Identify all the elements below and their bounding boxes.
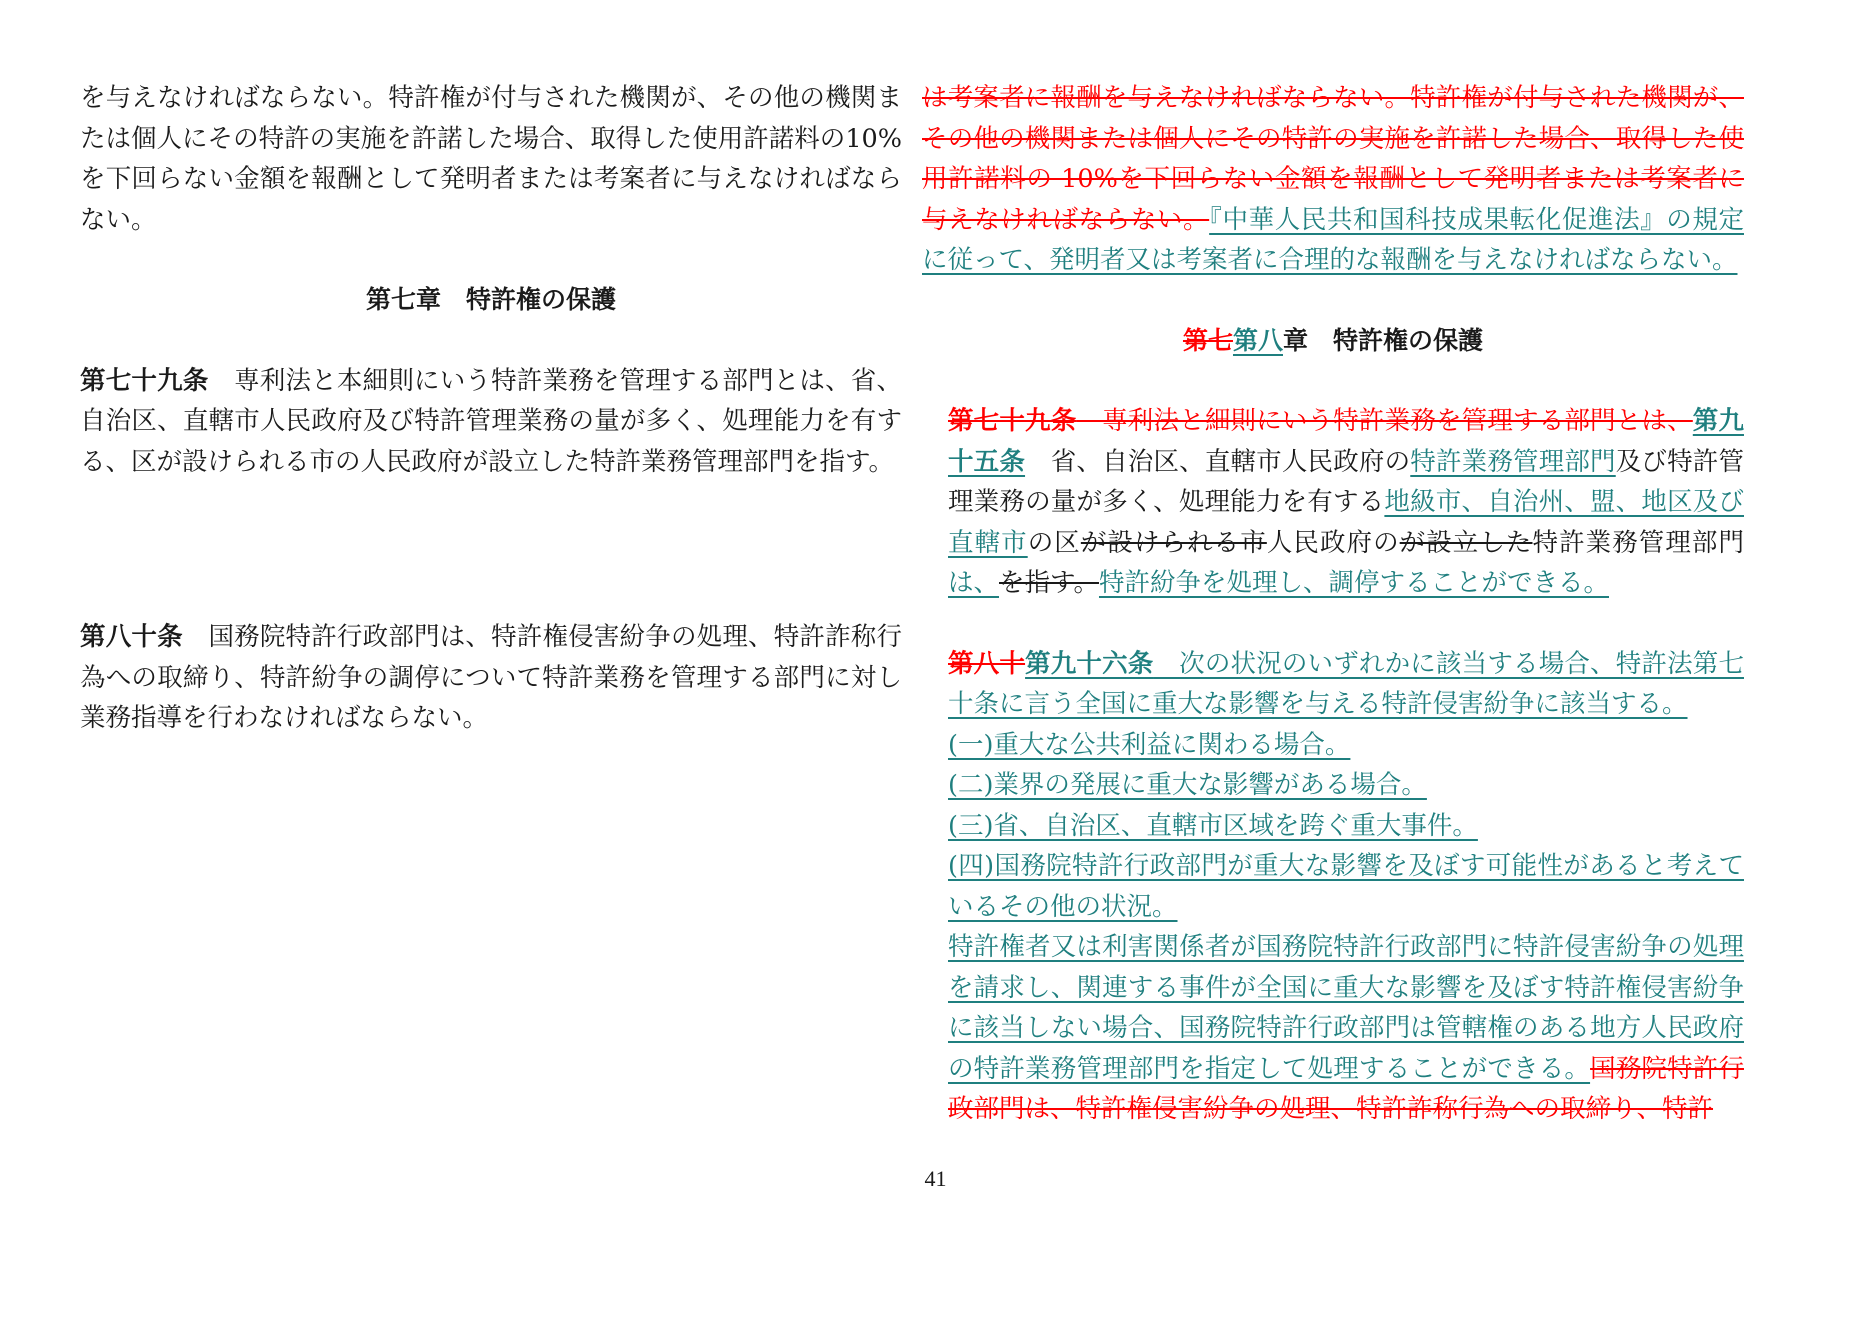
left-chapter-heading: 第七章 特許権の保護 [365, 285, 616, 314]
deleted-label: 第七十九条 [948, 406, 1077, 436]
inserted-text: 第八 [1232, 325, 1283, 355]
deleted-text: 専利法と細則にいう特許業務を管理する部門とは、 [1076, 406, 1693, 436]
page-number: 41 [924, 1166, 947, 1191]
deleted-text: が設けられる市 [1080, 527, 1267, 558]
right-paragraph-remuneration [922, 78, 1744, 281]
right-column-revised [922, 78, 1744, 1130]
inserted-text: 特許業務管理部門 [1410, 446, 1616, 477]
inserted-text: 次の状況のいずれかに該当する場合、特許法第七十条に言う全国に重大な影響を与える特許侵害紛争に該当する。 [948, 648, 1744, 719]
inserted-text: (二)業界の発展に重大な影響がある場合。 [948, 770, 1427, 800]
inserted-text: (四)国務院特許行政部門が重大な影響を及ぼす可能性があると考えているその他の状況。 [948, 851, 1744, 922]
heading-text: 章 特許権の保護 [1283, 325, 1484, 355]
article-label: 第七十九条 [80, 365, 209, 396]
left-column-original [80, 78, 902, 739]
deleted-text: を指す。 [999, 568, 1099, 598]
deleted-label: 第八十 [948, 648, 1026, 679]
article-text: 国務院特許行政部門は、特許権侵害紛争の処理、特許詐称行為への取締り、特許紛争の調停について特許業務を管理する部門に対し業務指導を行わなければならない。 [80, 622, 902, 733]
inserted-text: (一)重大な公共利益に関わる場合。 [948, 729, 1351, 760]
left-article-79 [80, 361, 902, 483]
inserted-text: 特許紛争を処理し、調停することができる。 [1098, 568, 1609, 598]
deleted-text: が設立した [1399, 527, 1533, 558]
text: 人民政府の [1266, 527, 1400, 558]
text: 省、自治区、直轄市人民政府の [1025, 446, 1411, 477]
inserted-text: 『中華人民共和国科技成果転化促進法』の規定に従って、発明者又は考案者に合理的な報酬を与えなければならない。 [922, 204, 1744, 275]
text: 及び特許管理業務の量が多く、処理能力を有する [948, 446, 1744, 517]
right-article-96 [922, 644, 1744, 725]
article-text: 専利法と本細則にいう特許業務を管理する部門とは、省、自治区、直轄市人民政府及び特許管理業務の量が多く、処理能力を有する、区が設けられる市の人民政府が設立した特許業務管理部門を指す。 [80, 365, 902, 477]
deleted-text: 第七 [1182, 325, 1233, 355]
right-article-95 [922, 401, 1744, 604]
inserted-text: (三)省、自治区、直轄市区域を跨ぐ重大事件。 [948, 810, 1478, 841]
inserted-text: は、 [948, 568, 1000, 598]
list-item [922, 846, 1744, 927]
left-article-80 [80, 617, 902, 739]
right-article-96-paragraph-2 [922, 927, 1744, 1130]
inserted-label: 第九十六条 [1025, 648, 1154, 679]
list-item [922, 765, 1744, 806]
text: 特許業務管理部門 [1532, 527, 1744, 558]
inserted-text: 特許権者又は利害関係者が国務院特許行政部門に特許侵害紛争の処理を請求し、関連する事件が全国に重大な影響を及ぼす特許権侵害紛争に該当しない場合、国務院特許行政部門は管轄権のある地方人民政府の特許業務管理部門を指定して処理することができる。 [948, 932, 1744, 1084]
inserted-text: 地級市、自治州、盟、地区及び直轄市 [948, 487, 1744, 558]
list-item [922, 806, 1744, 847]
left-paragraph-remuneration: を与えなければならない。特許権が付与された機関が、その他の機関または個人にその特許の実施を許諾した場合、取得した使用許諾料の10%を下回らない金額を報酬として発明者または考案者に与えなければならない。 [80, 83, 902, 235]
deleted-text: 国務院特許行政部門は、特許権侵害紛争の処理、特許詐称行為への取締り、特許 [948, 1053, 1744, 1124]
list-item [922, 725, 1744, 766]
article-label: 第八十条 [80, 622, 183, 652]
deleted-text: は考案者に報酬を与えなければならない。特許権が付与された機関が、その他の機関または個人にその特許の実施を許諾した場合、取得した使用許諾料の 10%を下回らない金額を報酬として発明者または考案者に与えなければならない。 [922, 83, 1744, 235]
text: の区 [1027, 527, 1081, 558]
inserted-label: 第九十五条 [948, 406, 1744, 477]
right-chapter-heading [922, 321, 1744, 362]
